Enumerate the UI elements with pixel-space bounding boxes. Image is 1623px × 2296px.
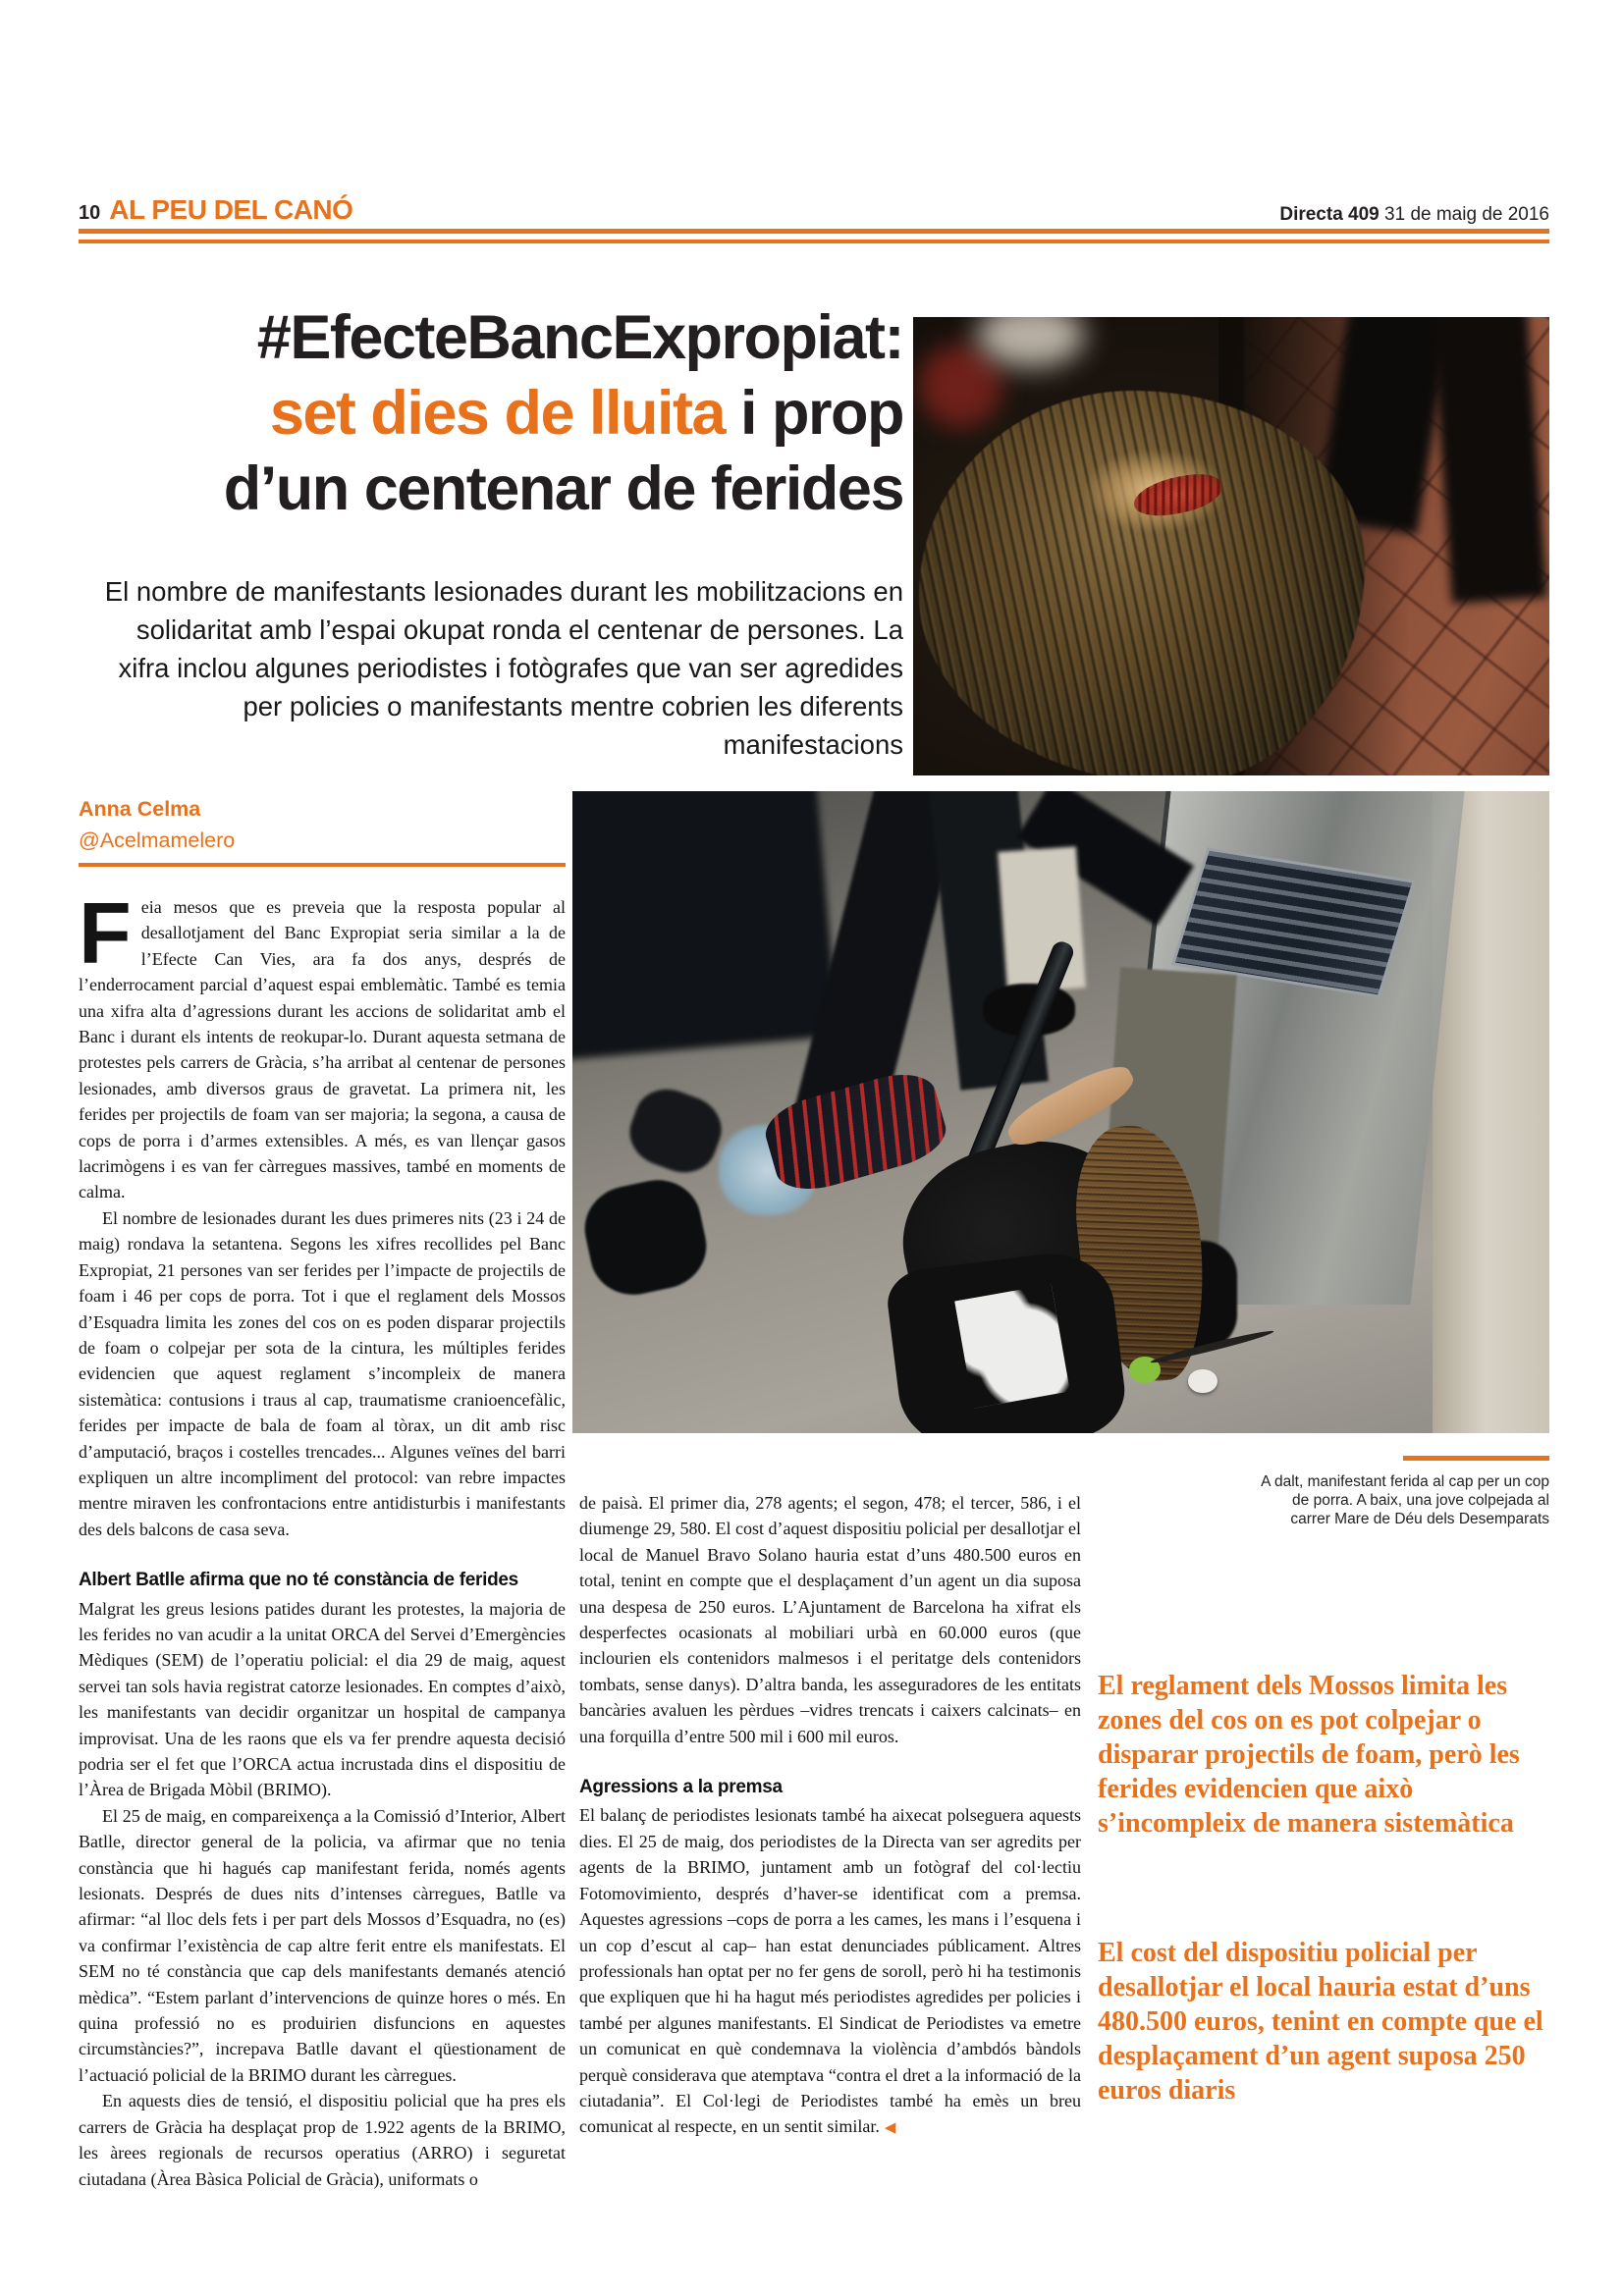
article-column-1	[79, 884, 566, 2192]
photo-police-protester	[572, 791, 1549, 1433]
photo-wounded-head	[913, 317, 1549, 775]
header-right	[1279, 204, 1549, 226]
paragraph-text: eia mesos que es preveia que la resposta popular al desallotjament del Banc Expropiat seria similar a la de l’Efecte Can Vies, ara fa dos anys, després de l’enderrocament parcial d’aquest espai emblemàtic. També es temia una xifra alta d’agressions durant les accions de solidaritat amb el Banc i durant els intents de reokupar-lo. Durant aquesta setmana de protestes pels carrers de Gràcia, s’ha arribat al centenar de persones lesionades, amb diversos graus de gravetat. La primera nit, les ferides per projectils de foam van ser majoria; la segona, a causa de cops de porra i d’armes extensibles. A més, es van llençar gasos lacrimògens i es van fer càrregues massives, també en moments de calma.	[79, 897, 566, 1202]
byline	[79, 797, 235, 853]
headline-line2-orange: set dies de lluita	[269, 379, 726, 448]
boot-shape	[577, 1172, 715, 1304]
paragraph: de paisà. El primer dia, 278 agents; el segon, 478; el tercer, 586, i el diumenge 29, 580. El cost d’aquest dispositiu policial per desallotjar el local de Manuel Bravo Solano hauria estat d’uns 480.500 euros en total, tenint en compte que el desplaçament d’un agent un dia suposa una despesa de 250 euros. L’Ajuntament de Barcelona ha xifrat els desperfectes ocasionats al mobiliari urbà en 60.000 euros (que inclourien els contenidors malmesos i el peritatge dels contenidors tombats, sense danys). D’altra banda, les asseguradores de les entitats bancàries avaluen les pèrdues –vidres trencats i caixers calcinats– en una forquilla d’entre 500 mil i 600 mil euros.	[579, 1493, 1081, 1746]
bystander-pants-shape	[998, 846, 1085, 992]
rabbit-print-shape	[954, 1284, 1069, 1409]
article-column-2	[579, 1490, 1081, 2141]
author-name: Anna Celma	[79, 797, 201, 821]
headline-line1: #EfecteBancExpropiat:	[256, 303, 903, 372]
paragraph-text: El balanç de periodistes lesionats també ha aixecat polseguera aquests dies. El 25 de maig, dos periodistes de la Directa van ser agredits per agents de la BRIMO, juntament amb un fotògraf del col·lectiu Fotomovimiento, després d’haver-se identificat com a premsa. Aquestes agressions –cops de porra a les cames, les mans i l’esquena i un cop d’escut al cap– han estat denunciades públicament. Altres professionals han optat per no fer gens de soroll, però hi ha testimonis que expliquen que hi ha hagut més periodistes agredides per policies i també per algunes manifestants. El Sindicat de Periodistes va emetre un comunicat en què condemnava la violència d’ambdós bàndols perquè considerava que atemptava “contra el dret a la informació de la ciutadania”. El Col·legi de Periodistes també ha emès un breu comunicat al respecte, en un sentit similar.	[579, 1805, 1081, 2137]
header-rule-thick	[79, 229, 1549, 234]
headline	[98, 300, 903, 527]
headline-line2-rest: i prop	[725, 379, 903, 448]
author-twitter-handle: @Acelmamelero	[79, 828, 236, 852]
caption-rule	[1403, 1456, 1549, 1461]
background-figure-shape	[1431, 317, 1546, 605]
striped-trackpants-shape	[759, 1064, 952, 1199]
subhead-premsa: Agressions a la premsa	[579, 1777, 783, 1798]
paragraph	[79, 884, 566, 1205]
paragraph: El nombre de lesionades durant les dues primeres nits (23 i 24 de maig) rondava la setantena. Segons les xifres recollides pel Banc Expropiat, 21 persones van ser ferides per l’impacte de projectils de foam i 46 per cops de porra. Tot i que el reglament dels Mossos d’Esquadra limita les zones del cos on es poden disparar projectils de foam o colpejar per sota de la cintura, les múltiples ferides evidencien que aquest reglament s’incompleix de manera sistemàtica: contusions i traus al cap, traumatisme cranioencefàlic, ferides per impacte de bala de foam al tòrax, un dit amb risc d’amputació, braços i costelles trencades... Algunes veïnes del barri expliquen un altre incompliment del protocol: van rebre impactes mentre miraven les confrontacions entre antidisturbis i manifestants des dels balcons de casa seva.	[79, 1207, 566, 1539]
boot-shape	[621, 1080, 730, 1182]
headline-line3: d’un centenar de ferides	[223, 454, 903, 523]
header-rule-thin	[79, 240, 1549, 243]
background-red-shape	[919, 345, 1001, 427]
section-title: AL PEU DEL CANÓ	[109, 194, 353, 225]
police-body-shape	[572, 791, 839, 1059]
issue-date: 31 de maig de 2016	[1379, 204, 1549, 225]
paragraph: El 25 de maig, en compareixença a la Comissió d’Interior, Albert Batlle, director general de la policia, va afirmar que no tenia constància que hi hagués cap manifestant ferida, només agents lesionats. Després de dues nits d’intenses càrregues, Batlle va afirmar: “al lloc dels fets i per part dels Mossos d’Esquadra, no (es) va confirmar l’existència de cap altre ferit entre els manifestats. El SEM no té constància que cap dels manifestants demanés atenció mèdica”. “Estem parlant d’intervencions de quinze hores o més. En quina professió no es produirien disfuncions en aquestes circumstàncies?”, increpava Batlle davant el qüestionament de l’actuació policial de la BRIMO durant les càrregues.	[79, 1805, 566, 2085]
masthead-name: Directa 409	[1279, 204, 1380, 225]
page-header	[79, 194, 1549, 226]
paragraph: Malgrat les greus lesions patides durant les protestes, la majoria de les ferides no van acudir a la unitat ORCA del Servei d’Emergències Mèdiques (SEM) de l’operatiu policial: el dia 29 de maig, aquest servei tan sols havia registrat catorze lesionades. En comptes d’això, les manifestants van decidir organitzar un hospital de campanya improvisat. Una de les raons que els va fer prendre aquesta decisió podria ser el fet que l’ORCA actua incrustada dins el dispositiu de l’Àrea de Brigada Mòbil (BRIMO).	[79, 1598, 566, 1800]
standfirst: El nombre de manifestants lesionades durant les mobilitzacions en solidaritat amb l’espai okupat ronda el centenar de persones. La xifra inclou algunes periodistes i fotògrafes que van ser agredides per policies o manifestants mentre cobrien les diferents manifestacions	[104, 576, 903, 760]
byline-rule	[79, 863, 566, 867]
photo-caption: A dalt, manifestant ferida al cap per un cop de porra. A baix, una jove colpejada al carrer Mare de Déu dels Desemparats	[1261, 1473, 1549, 1527]
drop-cap: F	[79, 884, 132, 982]
dreadlock-hair-shape	[919, 391, 1365, 775]
pull-quote-2: El cost del dispositiu policial per desallotjar el local hauria estat d’uns 480.500 euros, tenint en compte que el desplaçament d’un agent suposa 250 euros diaris	[1098, 1938, 1543, 2106]
article-end-mark-icon: ◀	[884, 2118, 896, 2137]
white-object-shape	[1188, 1369, 1217, 1394]
subhead-batlle: Albert Batlle afirma que no té constància de ferides	[79, 1570, 518, 1591]
page-number: 10	[79, 202, 101, 224]
paragraph: En aquests dies de tensió, el dispositiu policial que ha pres els carrers de Gràcia ha desplaçat prop de 1.922 agents de la BRIMO, les àrees regionals de recursos operatius (ARRO) i seguretat ciutadana (Àrea Bàsica Policial de Gràcia), uniformats o	[79, 2091, 566, 2189]
pull-quote-1: El reglament dels Mossos limita les zones del cos on es pot colpejar o disparar projectils de foam, però les ferides evidencien que això s’incompleix de manera sistemàtica	[1098, 1671, 1520, 1839]
paragraph	[579, 1802, 1081, 2140]
header-left	[79, 194, 352, 226]
